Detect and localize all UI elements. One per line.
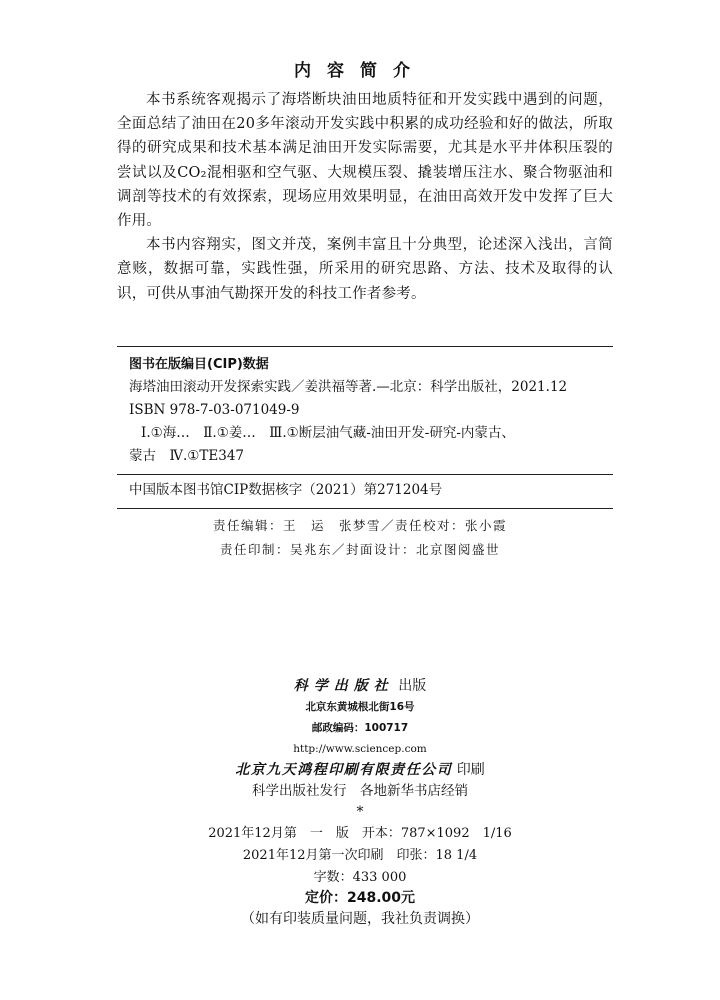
intro-section <box>117 88 613 306</box>
price: 定价：248.00元 <box>304 890 416 906</box>
printer-line <box>0 760 720 781</box>
publisher-line <box>0 676 720 697</box>
cip-classification-2: 蒙古 Ⅳ.①TE347 <box>129 448 245 464</box>
intro-paragraph-2: 本书内容翔实，图文并茂，案例丰富且十分典型，论述深入浅出，言简意赅，数据可靠，实践性强，所采用的研究思路、方法、技术及取得的认识，可供从事油气勘探开发的科技工作者参考。 <box>117 237 613 302</box>
distribution-line: 科学出版社发行 各地新华书店经销 <box>252 783 468 799</box>
staff-credits <box>0 514 720 562</box>
publisher-suffix: 出版 <box>398 678 427 694</box>
cip-block <box>117 346 613 509</box>
publisher-logo: 科学出版社 <box>293 678 394 694</box>
separator-star: * <box>356 804 364 820</box>
staff-line-2: 责任印制：吴兆东／封面设计：北京图阅盛世 <box>219 542 500 557</box>
cip-book-line: 海塔油田滚动开发探索实践／姜洪福等著.—北京：科学出版社，2021.12 <box>129 379 568 395</box>
publisher-url: http://www.sciencep.com <box>293 743 427 755</box>
edition-line-1: 2021年12月第 一 版 开本：787×1092 1/16 <box>208 826 512 841</box>
cip-classification-1: Ⅰ.①海… Ⅱ.①姜… Ⅲ.①断层油气藏-油田开发-研究-内蒙古、 <box>141 425 515 441</box>
cip-divider <box>117 474 613 502</box>
publisher-address: 北京东黄城根北街16号 <box>305 701 415 713</box>
staff-line-1: 责任编辑：王 运 张梦雪／责任校对：张小霞 <box>212 518 507 533</box>
word-count: 字数：433 000 <box>313 870 407 885</box>
cip-library-record: 中国版本图书馆CIP数据核字（2021）第271204号 <box>129 482 443 498</box>
cip-isbn: ISBN 978-7-03-071049-9 <box>129 402 300 418</box>
edition-line-2: 2021年12月第一次印刷 印张：18 1/4 <box>242 848 478 863</box>
publisher-postcode: 邮政编码：100717 <box>311 722 409 734</box>
intro-title: 内容简介 <box>294 61 426 81</box>
cip-heading: 图书在版编目(CIP)数据 <box>129 357 269 372</box>
publication-info <box>0 676 720 930</box>
quality-note: （如有印装质量问题，我社负责调换） <box>241 911 479 927</box>
printer-logo: 北京九天鸿程印刷有限责任公司 <box>235 762 453 778</box>
intro-paragraph-1: 本书系统客观揭示了海塔断块油田地质特征和开发实践中遇到的问题，全面总结了油田在20多年滚动开发实践中积累的成功经验和好的做法，所取得的研究成果和技术基本满足油田开发实际需要，尤其是水平井体积压裂的尝试以及CO₂混相驱和空气驱、大规模压裂、撬装增压注水、聚合物驱油和调剖等技术的有效探索，现场应用效果明显，在油田高效开发中发挥了巨大作用。 <box>117 92 613 230</box>
printer-suffix: 印刷 <box>456 762 485 778</box>
